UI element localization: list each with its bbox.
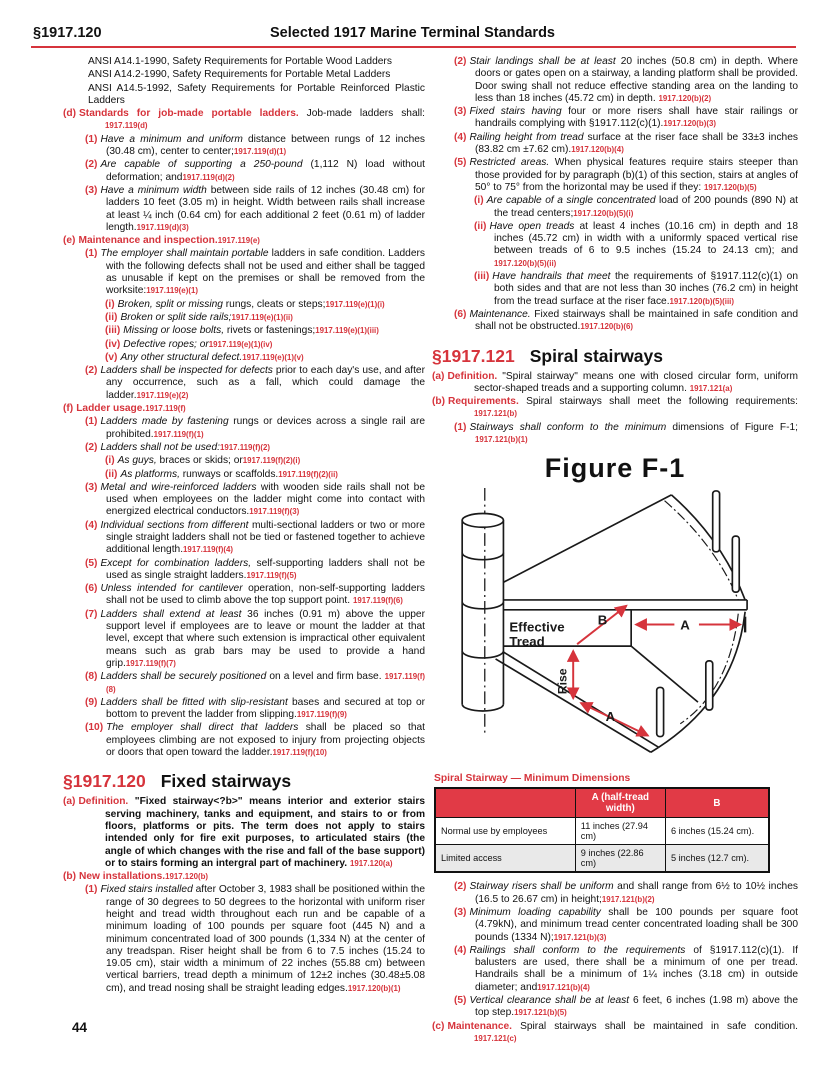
paragraph-label: (8) xyxy=(85,671,98,683)
paragraph-label: (2) xyxy=(85,365,98,377)
table-cell: Normal use by employees xyxy=(435,818,575,845)
lower-wedge-edge xyxy=(503,652,658,747)
section-number: §1917.121 xyxy=(432,345,515,366)
paragraph-label: (a) xyxy=(432,370,445,382)
paragraph-label: (5) xyxy=(85,557,98,569)
paragraph-label: (4) xyxy=(454,131,467,143)
paragraph: (i) Broken, split or missing rungs, cleats or steps;1917.119(e)(1)(i) xyxy=(105,298,385,310)
paragraph: (iv) Defective ropes; or1917.119(e)(1)(iv) xyxy=(105,338,273,350)
minimum-dimensions-table xyxy=(434,787,770,873)
table-cell: 9 inches (22.86 cm) xyxy=(575,845,665,873)
table-title: Spiral Stairway — Minimum Dimensions xyxy=(434,773,631,785)
figure-title: Figure F-1 xyxy=(544,453,686,484)
paragraph: (8) Ladders shall be securely positioned on a level and firm base. 1917.119(f)(8) xyxy=(85,671,425,694)
paragraph: (4) Railing height from tread surface at the riser face shall be 33±3 inches (83.82 cm ±7.62 cm).1917.120(b)(4) xyxy=(454,131,798,156)
table-cell: 5 inches (12.7 cm). xyxy=(665,845,769,873)
paragraph: (1) Have a minimum and uniform distance between rungs of 12 inches (30.48 cm), center to center;1917.119(d)(1) xyxy=(85,133,425,158)
dim-b-label: B xyxy=(597,612,608,628)
paragraph-label: (3) xyxy=(454,106,467,118)
two-column-body xyxy=(63,56,798,1043)
paragraph: (d) Standards for job-made portable ladders. Job-made ladders shall: 1917.119(d) xyxy=(63,108,425,131)
section-title: Fixed stairways xyxy=(160,771,292,792)
paragraph: (ii) Broken or split side rails;1917.119(e)(1)(ii) xyxy=(105,311,293,323)
paragraph-label: (iv) xyxy=(105,338,121,350)
right-column xyxy=(432,56,798,1043)
paragraph: (1) Fixed stairs installed after October 3, 1983 shall be positioned within the range of 30 degrees to 50 degrees to the horizontal with uniform riser height and tread width throughout each run and be capable of a minimum loading of 100 pounds per square foot (445 N) and a minimum concentrated load of 300 pounds (1,334 N) at the center of any treadspan. Riser height shall be from 6 to 7.5 inches (15.24 to 19.05 cm), stair width a minimum of 22 inches (55.88 cm) between vertical barriers, tread depth a minimum of 12±2 inches (30.48±5.08 cm), and tread nosing shall be straight leading edges.1917.120(b)(1) xyxy=(85,884,425,994)
paragraph-label: (7) xyxy=(85,608,98,620)
paragraph: (3) Minimum loading capability shall be 100 pounds per square foot (4.79kN), and minimum tread center concentrated loading shall be 300 pounds (1334 N);1917.121(b)(3) xyxy=(454,906,798,943)
paragraph: (4) Individual sections from different multi-sectional ladders or two or more single straight ladders shall not be tied or fastened together to achieve additional length.1917.119(f)(4) xyxy=(85,519,425,556)
paragraph: (ii) As platforms, runways or scaffolds.1917.119(f)(2)(ii) xyxy=(105,468,338,480)
paragraph: (f) Ladder usage.1917.119(f) xyxy=(63,403,186,415)
paragraph-label: (5) xyxy=(454,157,467,169)
paragraph-label: (f) xyxy=(63,403,74,415)
baluster xyxy=(706,661,713,710)
paragraph: (6) Unless intended for cantilever operation, non-self-supporting ladders shall not be used to climb above the top support point. 1917.119(f)(6) xyxy=(85,583,425,607)
paragraph: (7) Ladders shall extend at least 36 inches (0.91 m) above the upper support level if employees are to leave or mount the ladder at that level, except that where such extension is impractical other equivalent means such as grab bars may be used to provide a hand grip.1917.119(f)(7) xyxy=(85,608,425,669)
section-heading xyxy=(63,771,425,792)
figure-f1 xyxy=(432,486,798,771)
right-column-top xyxy=(432,56,798,446)
paragraph: (2) Ladders shall be inspected for defects prior to each day's use, and after any occurrence, such as a fall, which could damage the ladder.1917.119(e)(2) xyxy=(85,365,425,401)
paragraph-label: (3) xyxy=(85,184,98,196)
paragraph: (2) Stair landings shall be at least 20 inches (50.8 cm) in depth. Where doors or gates open on a stairway, a landing platform shall be provided. Door swing shall not reduce effective standing area on the landing to less than 18 inches (45.72 cm) in depth. 1917.120(b)(2) xyxy=(454,56,798,104)
paragraph: (2) Ladders shall not be used:1917.119(f)(2) xyxy=(85,441,270,453)
table-row xyxy=(435,845,769,873)
paragraph-label: (b) xyxy=(63,871,77,883)
section-number: §1917.120 xyxy=(63,771,146,792)
paragraph-label: (c) xyxy=(432,1020,445,1032)
paragraph-label: (1) xyxy=(454,421,467,433)
paragraph-label: (10) xyxy=(85,722,104,734)
table-cell: 6 inches (15.24 cm). xyxy=(665,818,769,845)
paragraph-label: (6) xyxy=(85,583,98,595)
spiral-stairway-diagram xyxy=(432,486,792,766)
header-section-number: §1917.120 xyxy=(33,25,102,41)
paragraph: (a) Definition. "Fixed stairway<?b>" means interior and exterior stairs serving machinery, tanks and equipment, and stairs to or from floors, platforms or pits. The term does not apply to stairs intended only for fire exit purposes, to articulated stairs (the angle of which changes with the rise and fall of the base support) or to stairs forming an intergral part of machinery. 1917.120(a) xyxy=(63,796,425,869)
table-header-a: A (half-tread width) xyxy=(575,788,665,818)
paragraph-label: (ii) xyxy=(105,311,118,323)
paragraph: ANSI A14.2-1990, Safety Requirements for Portable Metal Ladders xyxy=(88,69,391,81)
paragraph: (6) Maintenance. Fixed stairways shall be maintained in safe condition and shall not be obstructed.1917.120(b)(6) xyxy=(454,308,798,333)
rise-label: Rise xyxy=(555,668,570,695)
paragraph: (3) Have a minimum width between side rails of 12 inches (30.48 cm) for ladders 10 feet (3.05 m) in height. Width between rails shall increase at least ¼ inch (0.64 cm) for each additional 2 feet (0.61 m) of ladder length.1917.119(d)(3) xyxy=(85,184,425,233)
paragraph: ANSI A14.1-1990, Safety Requirements for Portable Wood Ladders xyxy=(88,56,392,67)
paragraph-label: (1) xyxy=(85,248,98,260)
paragraph-label: (5) xyxy=(454,994,467,1006)
paragraph-label: (a) xyxy=(63,796,76,808)
column-top xyxy=(462,514,503,528)
paragraph: (iii) Missing or loose bolts, rivets or fastenings;1917.119(e)(1)(iii) xyxy=(105,325,379,337)
paragraph-label: (1) xyxy=(85,133,98,145)
baluster xyxy=(732,536,739,592)
paragraph-label: (v) xyxy=(105,351,118,363)
paragraph: (a) Definition. "Spiral stairway" means one with closed circular form, uniform sector-shaped treads and a supporting column. 1917.121(a) xyxy=(432,370,798,394)
paragraph-label: (i) xyxy=(105,455,115,467)
table-header-b: B xyxy=(665,788,769,818)
paragraph: (3) Metal and wire-reinforced ladders with wooden side rails shall not be used when employees on the ladder might come into contact with energized electrical conductors.1917.119(f)(3) xyxy=(85,481,425,518)
paragraph-label: (iii) xyxy=(105,325,121,337)
right-column-bottom xyxy=(432,881,798,1045)
paragraph: (iii) Have handrails that meet the requirements of §1917.112(c)(1) on both sides and that are not less than 30 inches (76.2 cm) in height from the tread surface at the riser face.1917.120(b)(5)(iii) xyxy=(474,271,798,307)
paragraph: (3) Fixed stairs having four or more risers shall have stair railings or handrails complying with §1917.112(c)(1).1917.120(b)(3) xyxy=(454,106,798,130)
baluster xyxy=(657,688,664,737)
paragraph: (9) Ladders shall be fitted with slip-resistant bases and secured at top or bottom to prevent the ladder from slipping.1917.119(f)(9) xyxy=(85,696,425,721)
paragraph: (v) Any other structural defect.1917.119(e)(1)(v) xyxy=(105,351,304,363)
paragraph: (1) Ladders made by fastening rungs or devices across a single rail are prohibited.1917.119(f)(1) xyxy=(85,416,425,440)
paragraph: (4) Railings shall conform to the requirements of §1917.112(c)(1). If balusters are used, there shall be a minimum of one per tread. Handrails shall be a minimum of 1¼ inches (3.18 cm) in outside diameter; and1917.121(b)(4) xyxy=(454,944,798,993)
paragraph-label: (2) xyxy=(454,881,467,893)
baluster xyxy=(713,491,720,552)
paragraph-label: (d) xyxy=(63,108,77,120)
paragraph: (10) The employer shall direct that ladders shall be placed so that employees climbing are not exposed to injury from projecting objects or doors that open toward the ladder.1917.119(f)(10) xyxy=(85,722,425,759)
dim-a-label: A xyxy=(680,617,690,633)
paragraph-label: (2) xyxy=(85,441,98,453)
section-heading xyxy=(432,346,798,367)
effective-tread-label: Effective xyxy=(509,619,565,635)
table-cell: Limited access xyxy=(435,845,575,873)
paragraph: (i) Are capable of a single concentrated load of 200 pounds (890 N) at the tread centers;1917.120(b)(5)(i) xyxy=(474,195,798,219)
paragraph-label: (4) xyxy=(85,519,98,531)
paragraph: (5) Vertical clearance shall be at least 6 feet, 6 inches (1.98 m) above the top step.1917.121(b)(5) xyxy=(454,994,798,1019)
page-number: 44 xyxy=(72,1020,88,1035)
table-cell: 11 inches (27.94 cm) xyxy=(575,818,665,845)
table-header-blank xyxy=(435,788,575,818)
paragraph-label: (i) xyxy=(105,298,115,310)
paragraph: (c) Maintenance. Spiral stairways shall be maintained in safe condition. 1917.121(c) xyxy=(432,1020,798,1043)
paragraph: (1) The employer shall maintain portable ladders in safe condition. Ladders with the following defects shall not be used and either shall be tagged as unusable if kept on the premises or shall be removed from the worksite:1917.119(e)(1) xyxy=(85,248,425,297)
paragraph-label: (ii) xyxy=(474,220,487,232)
paragraph: (5) Restricted areas. When physical features require stairs steeper than those provided for by paragraph (b)(1) of this section, stairs at angles of 50° to 75° from the horizontal may be used if they: 1917.120(b)(5) xyxy=(454,157,798,193)
svg-text:Tread: Tread xyxy=(509,634,545,650)
paragraph: (ii) Have open treads at least 4 inches (10.16 cm) in depth and 18 inches (45.72 cm) in width with a uniformly spaced vertical rise between treads of 6 to 9.5 inches (15.24 to 24.13 cm); and 1917.120(b)(5)(ii) xyxy=(474,220,798,268)
paragraph: (1) Stairways shall conform to the minimum dimensions of Figure F-1; 1917.121(b)(1) xyxy=(454,421,798,445)
paragraph-label: (e) xyxy=(63,235,76,247)
paragraph: (2) Stairway risers shall be uniform and shall range from 6½ to 10½ inches (16.5 to 26.67 cm) in height;1917.121(b)(2) xyxy=(454,881,798,905)
section-title: Spiral stairways xyxy=(529,345,664,366)
paragraph-label: (1) xyxy=(85,884,98,896)
paragraph-label: (4) xyxy=(454,944,467,956)
paragraph-label: (ii) xyxy=(105,468,118,480)
paragraph-label: (1) xyxy=(85,416,98,428)
header-rule xyxy=(31,46,796,48)
paragraph: (b) New installations.1917.120(b) xyxy=(63,871,209,883)
page-title: Selected 1917 Marine Terminal Standards xyxy=(269,25,555,41)
paragraph: (e) Maintenance and inspection.1917.119(e) xyxy=(63,235,260,247)
paragraph-label: (2) xyxy=(454,56,467,67)
table-row xyxy=(435,818,769,845)
paragraph-label: (3) xyxy=(454,906,467,918)
upper-wedge-edge xyxy=(503,495,671,582)
paragraph-label: (2) xyxy=(85,159,98,171)
paragraph: (2) Are capable of supporting a 250-pound (1,112 N) load without deformation; and1917.119(d)(2) xyxy=(85,159,425,183)
paragraph-label: (b) xyxy=(432,396,446,408)
paragraph: (5) Except for combination ladders, self-supporting ladders shall not be used as single straight ladders.1917.119(f)(5) xyxy=(85,557,425,581)
paragraph-label: (6) xyxy=(454,308,467,320)
dim-a-lower-label: A xyxy=(605,709,616,725)
paragraph: (b) Requirements. Spiral stairways shall meet the following requirements: 1917.121(b) xyxy=(432,396,798,419)
paragraph-label: (iii) xyxy=(474,271,490,283)
paragraph-label: (9) xyxy=(85,696,98,708)
left-column xyxy=(63,56,425,1036)
paragraph-label: (i) xyxy=(474,195,484,207)
paragraph-label: (3) xyxy=(85,481,98,493)
paragraph: (i) As guys, braces or skids; or1917.119(f)(2)(i) xyxy=(105,455,301,467)
paragraph: ANSI A14.5-1992, Safety Requirements for Portable Reinforced Plastic Ladders xyxy=(88,82,425,106)
